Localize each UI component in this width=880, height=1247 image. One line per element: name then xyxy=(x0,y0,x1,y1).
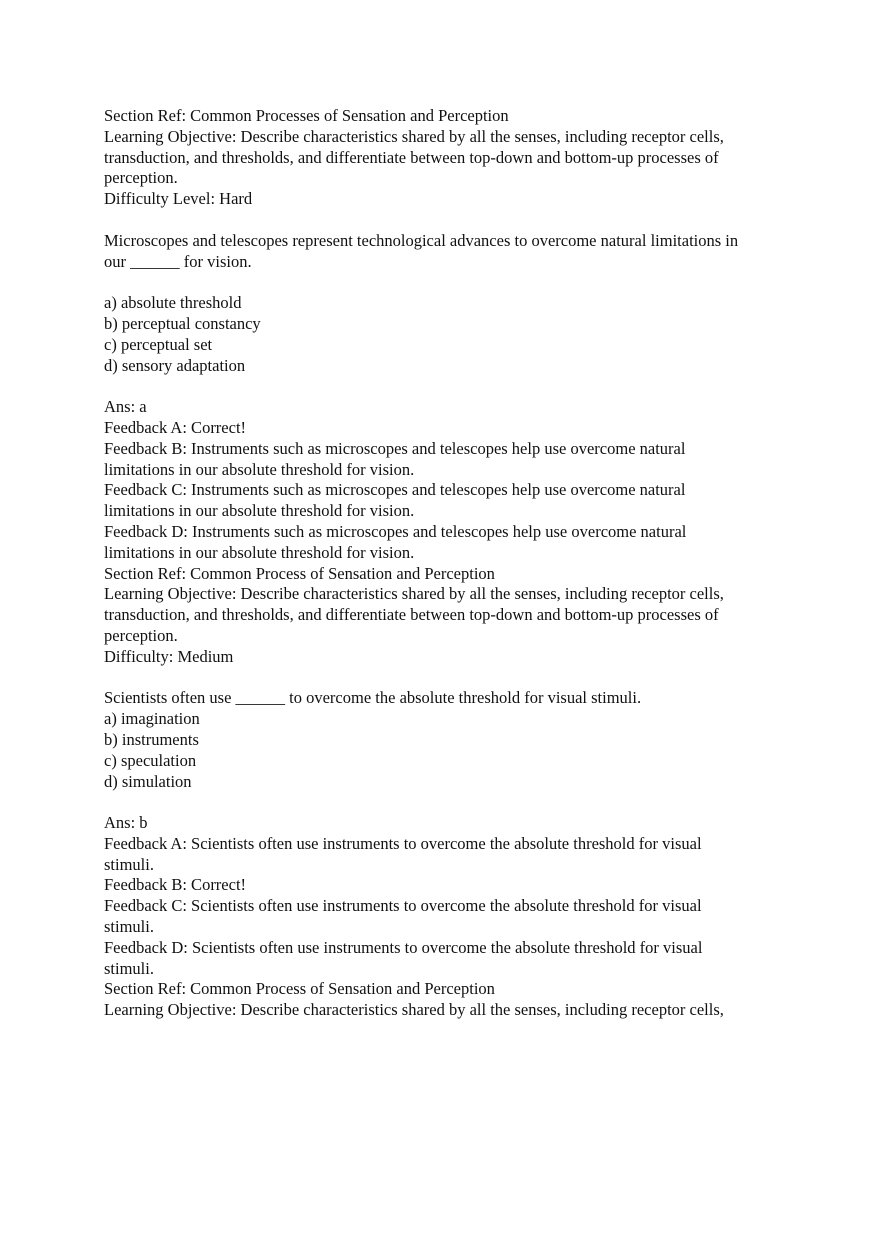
question-stem-line: Scientists often use ______ to overcome the absolute threshold for visual stimuli. xyxy=(104,688,642,708)
answer-option: c) perceptual set xyxy=(104,334,213,354)
feedback-line: Feedback C: Instruments such as microscopes and telescopes help use overcome natural xyxy=(104,480,686,500)
answer-option: a) imagination xyxy=(104,709,200,729)
answer-key: Ans: b xyxy=(104,813,148,833)
learning-objective-line: transduction, and thresholds, and differentiate between top-down and bottom-up processes of xyxy=(104,605,719,625)
feedback-line: Feedback B: Correct! xyxy=(104,875,247,895)
question-stem-line: Microscopes and telescopes represent technological advances to overcome natural limitations in xyxy=(104,230,739,250)
difficulty-level: Difficulty: Medium xyxy=(104,646,234,666)
answer-option: d) simulation xyxy=(104,771,192,791)
learning-objective-line: Learning Objective: Describe characteristics shared by all the senses, including receptor cells, xyxy=(104,1000,724,1020)
paragraph-gap xyxy=(104,272,784,293)
learning-objective-line: Learning Objective: Describe characteristics shared by all the senses, including receptor cells, xyxy=(104,584,724,604)
section-ref: Section Ref: Common Process of Sensation and Perception xyxy=(104,563,495,583)
feedback-line: limitations in our absolute threshold for vision. xyxy=(104,459,415,479)
answer-option: a) absolute threshold xyxy=(104,293,242,313)
feedback-line: limitations in our absolute threshold for vision. xyxy=(104,501,415,521)
feedback-line: Feedback A: Scientists often use instruments to overcome the absolute threshold for visual xyxy=(104,833,702,853)
answer-option: c) speculation xyxy=(104,750,197,770)
answer-option: d) sensory adaptation xyxy=(104,355,246,375)
paragraph-gap xyxy=(104,668,784,689)
feedback-line: stimuli. xyxy=(104,917,154,937)
answer-option: b) perceptual constancy xyxy=(104,313,261,333)
document-body xyxy=(104,106,784,1021)
answer-key: Ans: a xyxy=(104,397,147,417)
learning-objective-line: transduction, and thresholds, and differentiate between top-down and bottom-up processes of xyxy=(104,147,719,167)
feedback-line: stimuli. xyxy=(104,854,154,874)
feedback-line: Feedback A: Correct! xyxy=(104,417,247,437)
answer-option: b) instruments xyxy=(104,729,199,749)
feedback-line: stimuli. xyxy=(104,958,154,978)
feedback-line: Feedback D: Scientists often use instruments to overcome the absolute threshold for visual xyxy=(104,937,703,957)
feedback-line: Feedback C: Scientists often use instruments to overcome the absolute threshold for visual xyxy=(104,896,702,916)
feedback-line: Feedback D: Instruments such as microscopes and telescopes help use overcome natural xyxy=(104,521,687,541)
learning-objective-line: Learning Objective: Describe characteristics shared by all the senses, including receptor cells, xyxy=(104,126,724,146)
paragraph-gap xyxy=(104,376,784,397)
learning-objective-line: perception. xyxy=(104,625,178,645)
feedback-line: Feedback B: Instruments such as microscopes and telescopes help use overcome natural xyxy=(104,438,686,458)
learning-objective-line: perception. xyxy=(104,168,178,188)
section-ref: Section Ref: Common Processes of Sensation and Perception xyxy=(104,106,509,125)
paragraph-gap xyxy=(104,792,784,813)
question-stem-line: our ______ for vision. xyxy=(104,251,252,271)
section-ref: Section Ref: Common Process of Sensation and Perception xyxy=(104,979,495,999)
feedback-line: limitations in our absolute threshold for vision. xyxy=(104,542,415,562)
paragraph-gap xyxy=(104,210,784,231)
difficulty-level: Difficulty Level: Hard xyxy=(104,189,253,209)
